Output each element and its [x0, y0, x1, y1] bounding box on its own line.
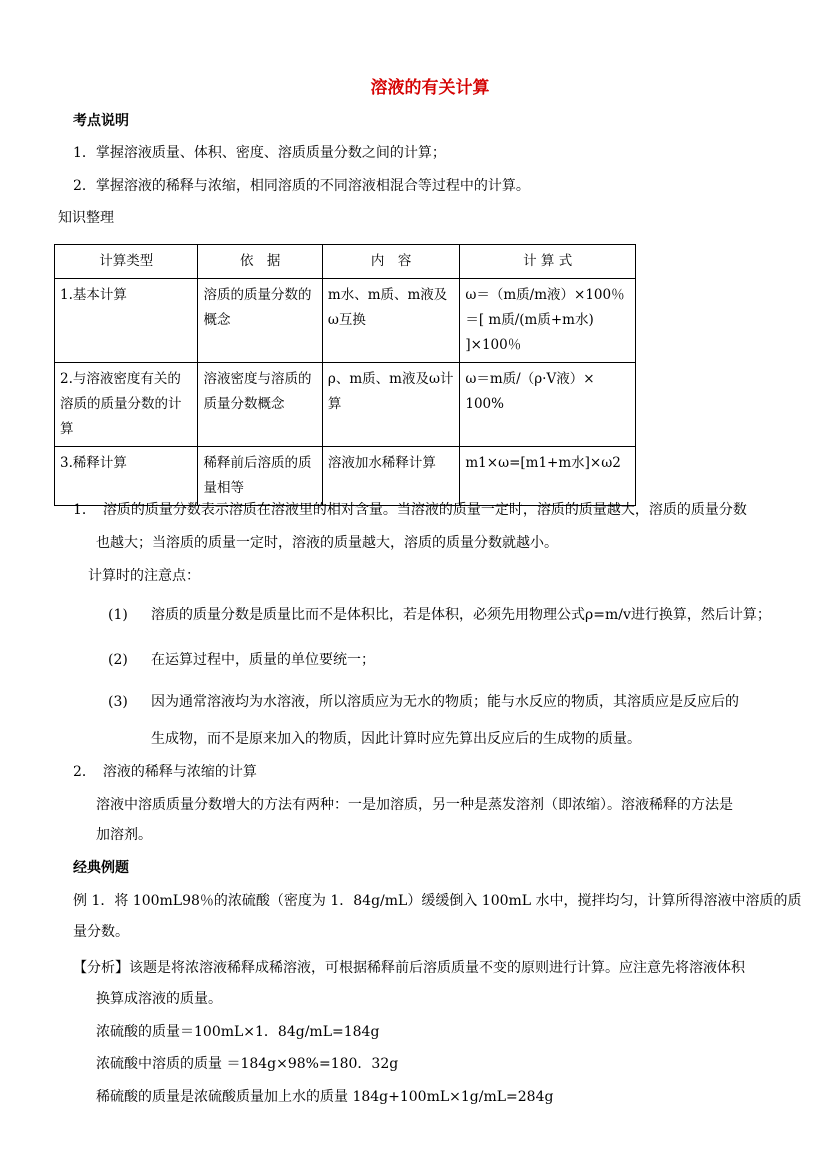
- note-1-text: 溶质的质量分数是质量比而不是体积比，若是体积，必须先用物理公式ρ=m/v进行换算，然后计算；: [151, 607, 771, 623]
- formula-line: 100%: [465, 396, 504, 412]
- note-3-number: (3): [108, 694, 128, 710]
- table-cell-basis: 溶液密度与溶质的质量分数概念: [198, 363, 322, 447]
- table-cell-formula: [460, 279, 636, 363]
- table-header-cell: 计算类型: [55, 245, 198, 279]
- formula-line: ＝[ m质/(m质+m水) ]×100％: [465, 312, 594, 353]
- note-2-number: (2): [108, 652, 128, 668]
- table-cell-type: 2.与溶液密度有关的溶质的质量分数的计算: [55, 363, 198, 447]
- example-1-line-2: 量分数。: [73, 924, 129, 940]
- formula-line: [465, 476, 630, 501]
- table-cell-type: 1.基本计算: [55, 279, 198, 363]
- table-header-cell: 内 容: [322, 245, 459, 279]
- note-2-text: 在运算过程中，质量的单位要统一；: [151, 652, 375, 668]
- calc-line-2: 浓硫酸中溶质的质量 ＝184g×98%=180．32g: [96, 1056, 399, 1072]
- calc-line-3: 稀硫酸的质量是浓硫酸质量加上水的质量 184g+100mL×1g/mL=284g: [96, 1089, 554, 1105]
- kaodian-item-2: 2．掌握溶液的稀释与浓缩，相同溶质的不同溶液相混合等过程中的计算。: [73, 178, 530, 194]
- notes-title: 计算时的注意点：: [88, 568, 200, 584]
- example-1-line-1: 例 1．将 100mL98％的浓硫酸（密度为 1．84g/mL）缓缓倒入 100mL 水中，搅拌均匀，计算所得溶液中溶质的质: [73, 893, 802, 909]
- table-cell-formula: [460, 447, 636, 506]
- section-heading-kaodian: 考点说明: [73, 113, 129, 129]
- analysis-line-1: 【分析】该题是将浓溶液稀释成稀溶液，可根据稀释前后溶质质量不变的原则进行计算。应注意先将溶液体积: [73, 960, 745, 976]
- table-header-cell: 计 算 式: [460, 245, 636, 279]
- paragraph-2-title: 2． 溶液的稀释与浓缩的计算: [73, 764, 257, 780]
- table-cell-content: ρ、m质、m液及ω计算: [322, 363, 459, 447]
- section-heading-jingdian: 经典例题: [73, 860, 129, 876]
- note-1-number: (1): [108, 607, 128, 623]
- table-header-row: [55, 245, 636, 279]
- table-row: [55, 447, 636, 506]
- table-cell-basis: 溶质的质量分数的概念: [198, 279, 322, 363]
- page-title: 溶液的有关计算: [370, 78, 490, 98]
- table-header-cell: 依 据: [198, 245, 322, 279]
- section-heading-zhishi: 知识整理: [58, 210, 114, 226]
- paragraph-2-line-2: 加溶剂。: [96, 827, 152, 843]
- table-row: [55, 279, 636, 363]
- formula-line: m1×ω=[m1+m水]×ω2: [465, 455, 621, 471]
- paragraph-1-line-1: 1． 溶质的质量分数表示溶质在溶液里的相对含量。当溶液的质量一定时，溶质的质量越大，溶质的质量分数: [73, 502, 747, 518]
- note-3-line-2: 生成物，而不是原来加入的物质，因此计算时应先算出反应后的生成物的质量。: [151, 731, 641, 747]
- table-cell-content: 溶液加水稀释计算: [322, 447, 459, 506]
- table-cell-type: 3.稀释计算: [55, 447, 198, 506]
- kaodian-item-1: 1．掌握溶液质量、体积、密度、溶质质量分数之间的计算；: [73, 145, 446, 161]
- table-cell-formula: [460, 363, 636, 447]
- paragraph-1-line-2: 也越大；当溶质的质量一定时，溶液的质量越大，溶质的质量分数就越小。: [96, 535, 558, 551]
- calc-line-1: 浓硫酸的质量＝100mL×1．84g/mL=184g: [96, 1024, 380, 1040]
- table-cell-content: m水、m质、m液及ω互换: [322, 279, 459, 363]
- formula-line: ω＝m质/（ρ·V液）×: [465, 371, 595, 387]
- table-row: [55, 363, 636, 447]
- note-3-line-1: 因为通常溶液均为水溶液，所以溶质应为无水的物质；能与水反应的物质，其溶质应是反应后的: [151, 694, 739, 710]
- table-cell-basis: 稀释前后溶质的质量相等: [198, 447, 322, 506]
- paragraph-2-line-1: 溶液中溶质质量分数增大的方法有两种：一是加溶质，另一种是蒸发溶剂（即浓缩）。溶液稀释的方法是: [96, 797, 733, 813]
- formula-line: ω＝（m质/m液）×100％: [465, 287, 625, 303]
- calc-table: [54, 244, 636, 506]
- analysis-line-2: 换算成溶液的质量。: [96, 991, 222, 1007]
